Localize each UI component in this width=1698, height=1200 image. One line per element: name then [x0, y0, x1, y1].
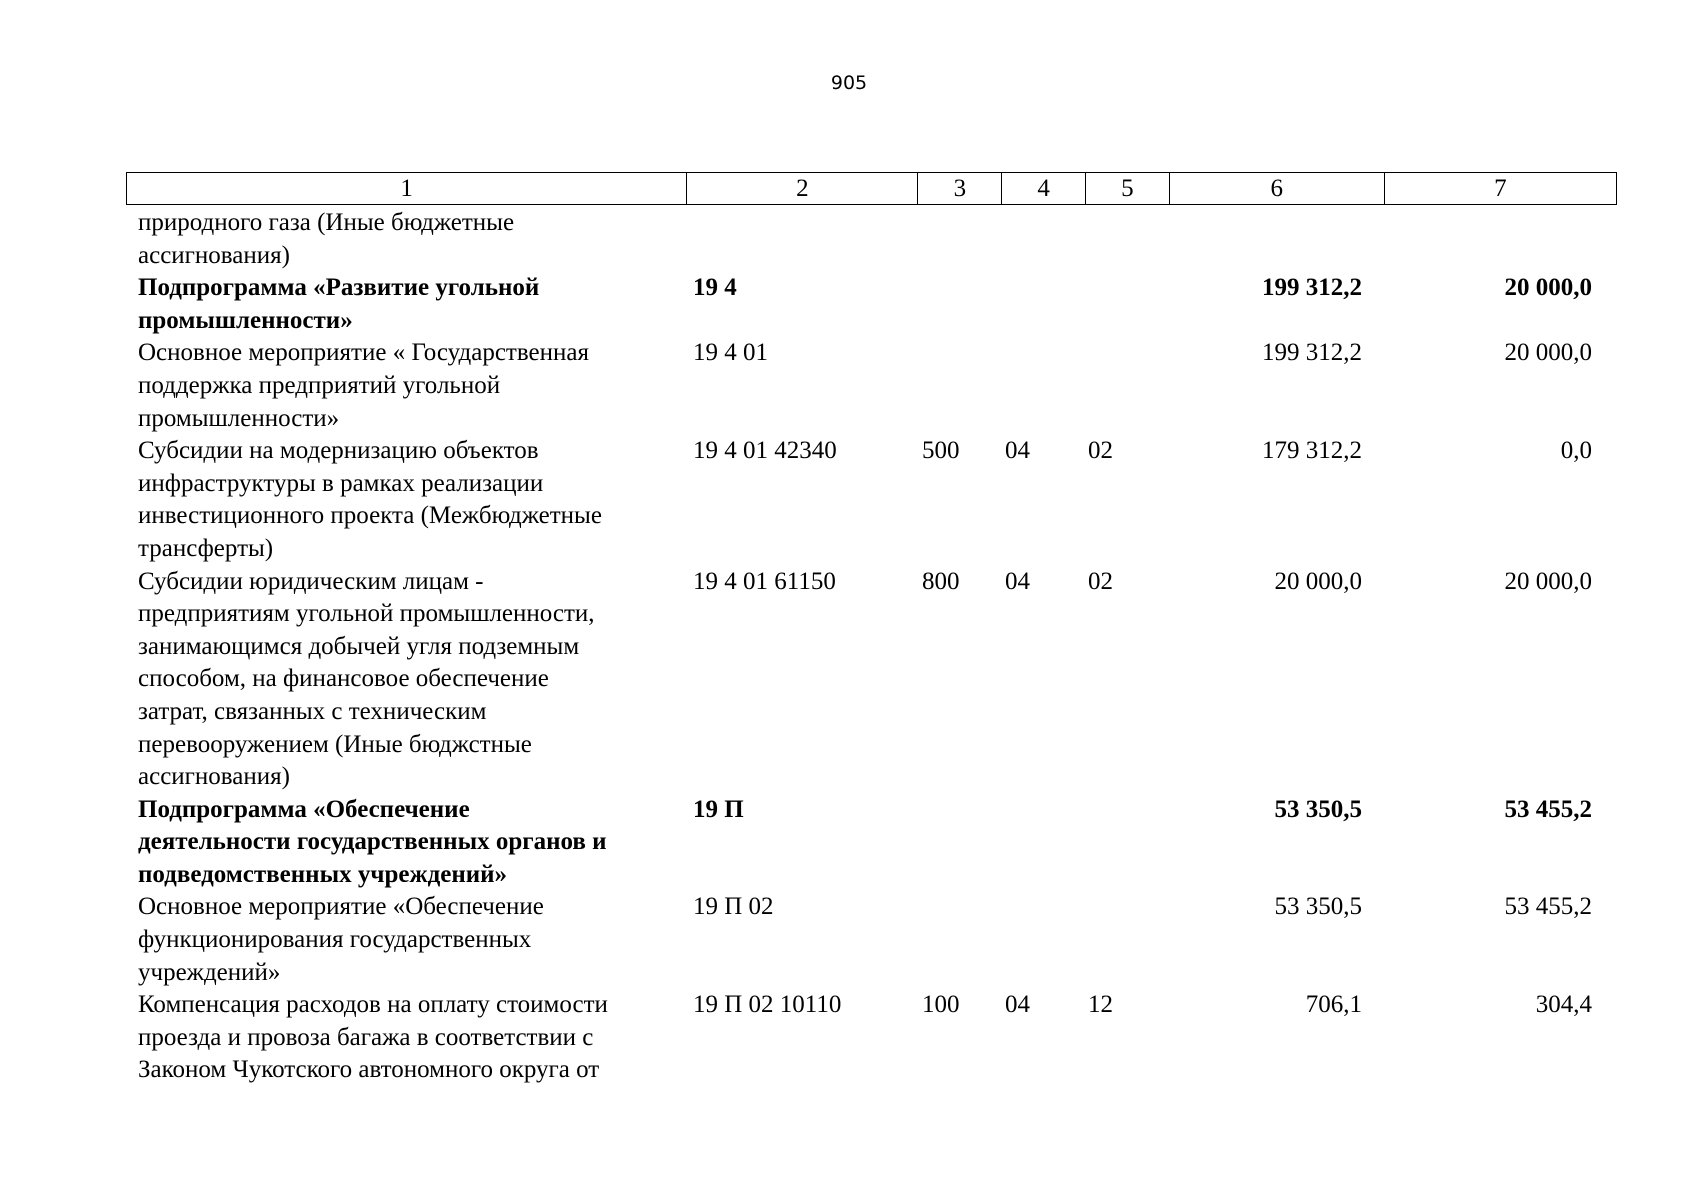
- row-col-7: 53 455,2: [1504, 893, 1592, 921]
- row-col-5: 12: [1088, 991, 1113, 1019]
- page-number: 905: [830, 72, 868, 94]
- row-name-line: Подпрограмма «Развитие угольной: [138, 274, 540, 302]
- row-code: 19 4 01: [693, 339, 768, 367]
- row-name-line: затрат, связанных с техническим: [138, 697, 487, 725]
- table-row: [126, 891, 1617, 989]
- row-col-4: [993, 272, 1076, 337]
- row-name-line: Субсидии на модернизацию объектов: [138, 437, 539, 465]
- column-header-3: 3: [918, 173, 1002, 205]
- row-name-line: поддержка предприятий угольной: [138, 371, 501, 399]
- row-col-5: [1076, 272, 1159, 337]
- row-name-line: промышленности»: [138, 306, 353, 334]
- row-col-5: 02: [1088, 437, 1113, 465]
- row-name-line: Основное мероприятие « Государственная: [138, 339, 589, 367]
- row-code: 19 4 01 42340: [693, 437, 837, 465]
- row-name: [126, 272, 681, 337]
- row-name-line: инвестиционного проекта (Межбюджетные: [138, 502, 602, 530]
- row-code: 19 П: [693, 795, 744, 823]
- row-col-3: 800: [922, 567, 960, 595]
- row-col-5: [1076, 207, 1159, 272]
- row-col-6: 706,1: [1305, 991, 1362, 1019]
- table-row: [126, 989, 1617, 1087]
- row-col-7: 53 455,2: [1504, 795, 1592, 823]
- row-col-4: 04: [1005, 437, 1030, 465]
- row-code: 19 4 01 61150: [693, 567, 836, 595]
- row-name: [126, 435, 681, 565]
- row-col-3: [910, 337, 993, 435]
- row-name-line: промышленности»: [138, 404, 340, 432]
- row-name-line: учреждений»: [138, 958, 281, 986]
- column-header-2: 2: [687, 173, 918, 205]
- row-name: [126, 207, 681, 272]
- row-name-line: перевооружением (Иные бюджстные: [138, 730, 532, 758]
- row-name-line: функционирования государственных: [138, 926, 532, 954]
- row-col-3: [910, 794, 993, 892]
- row-name-line: ассигнования): [138, 763, 290, 791]
- column-header-row: [127, 173, 1617, 205]
- row-col-7: 20 000,0: [1504, 339, 1592, 367]
- row-code: 19 П 02: [693, 893, 774, 921]
- row-col-3: 500: [922, 437, 960, 465]
- row-col-3: 100: [922, 991, 960, 1019]
- row-col-6: 53 350,5: [1274, 795, 1362, 823]
- row-name-line: подведомственных учреждений»: [138, 860, 508, 888]
- row-col-5: 02: [1088, 567, 1113, 595]
- row-code: 19 П 02 10110: [693, 991, 842, 1019]
- row-col-7: 0,0: [1560, 437, 1592, 465]
- row-col-5: [1076, 794, 1159, 892]
- table-row: [126, 272, 1617, 337]
- row-name: [126, 794, 681, 892]
- row-name: [126, 989, 681, 1087]
- row-col-6: 179 312,2: [1262, 437, 1362, 465]
- column-header-7: 7: [1384, 173, 1616, 205]
- row-col-6: 199 312,2: [1262, 274, 1362, 302]
- row-col-7: 20 000,0: [1504, 567, 1592, 595]
- row-name-line: инфраструктуры в рамках реализации: [138, 469, 544, 497]
- table-row: [126, 337, 1617, 435]
- row-name-line: деятельности государственных органов и: [138, 828, 607, 856]
- column-header-1: 1: [127, 173, 687, 205]
- row-name-line: Основное мероприятие «Обеспечение: [138, 893, 544, 921]
- row-name-line: Компенсация расходов на оплату стоимости: [138, 991, 608, 1019]
- column-header-table: [126, 172, 1617, 205]
- row-col-4: [993, 891, 1076, 989]
- row-col-5: [1076, 891, 1159, 989]
- table-body: [126, 207, 1617, 1087]
- row-col-3: [910, 272, 993, 337]
- row-col-4: [993, 337, 1076, 435]
- row-name-line: трансферты): [138, 534, 274, 562]
- row-col-3: [910, 207, 993, 272]
- table-row: [126, 794, 1617, 892]
- row-name-line: предприятиям угольной промышленности,: [138, 600, 595, 628]
- row-col-6: [1159, 207, 1372, 272]
- row-col-7: 20 000,0: [1504, 274, 1592, 302]
- table-row: [126, 207, 1617, 272]
- row-name-line: занимающимся добычей угля подземным: [138, 632, 580, 660]
- row-name-line: Законом Чукотского автономного округа от: [138, 1056, 600, 1084]
- column-header-5: 5: [1085, 173, 1169, 205]
- row-col-4: [993, 794, 1076, 892]
- row-col-4: 04: [1005, 567, 1030, 595]
- row-name-line: Субсидии юридическим лицам -: [138, 567, 484, 595]
- row-name-line: Подпрограмма «Обеспечение: [138, 795, 470, 823]
- row-col-3: [910, 891, 993, 989]
- row-name: [126, 566, 681, 794]
- row-col-7: [1372, 207, 1602, 272]
- row-name: [126, 337, 681, 435]
- row-code: [681, 207, 910, 272]
- row-col-6: 53 350,5: [1274, 893, 1362, 921]
- column-header-6: 6: [1169, 173, 1384, 205]
- row-code: 19 4: [693, 274, 737, 302]
- row-col-4: 04: [1005, 991, 1030, 1019]
- row-col-7: 304,4: [1535, 991, 1592, 1019]
- table-row: [126, 435, 1617, 565]
- row-col-4: [993, 207, 1076, 272]
- row-col-6: 20 000,0: [1274, 567, 1362, 595]
- row-name: [126, 891, 681, 989]
- row-col-6: 199 312,2: [1262, 339, 1362, 367]
- row-name-line: способом, на финансовое обеспечение: [138, 665, 549, 693]
- row-name-line: природного газа (Иные бюджетные: [138, 209, 515, 236]
- table-row: [126, 566, 1617, 794]
- row-col-5: [1076, 337, 1159, 435]
- column-header-4: 4: [1002, 173, 1086, 205]
- row-name-line: ассигнования): [138, 241, 290, 269]
- row-name-line: проезда и провоза багажа в соответствии с: [138, 1023, 594, 1051]
